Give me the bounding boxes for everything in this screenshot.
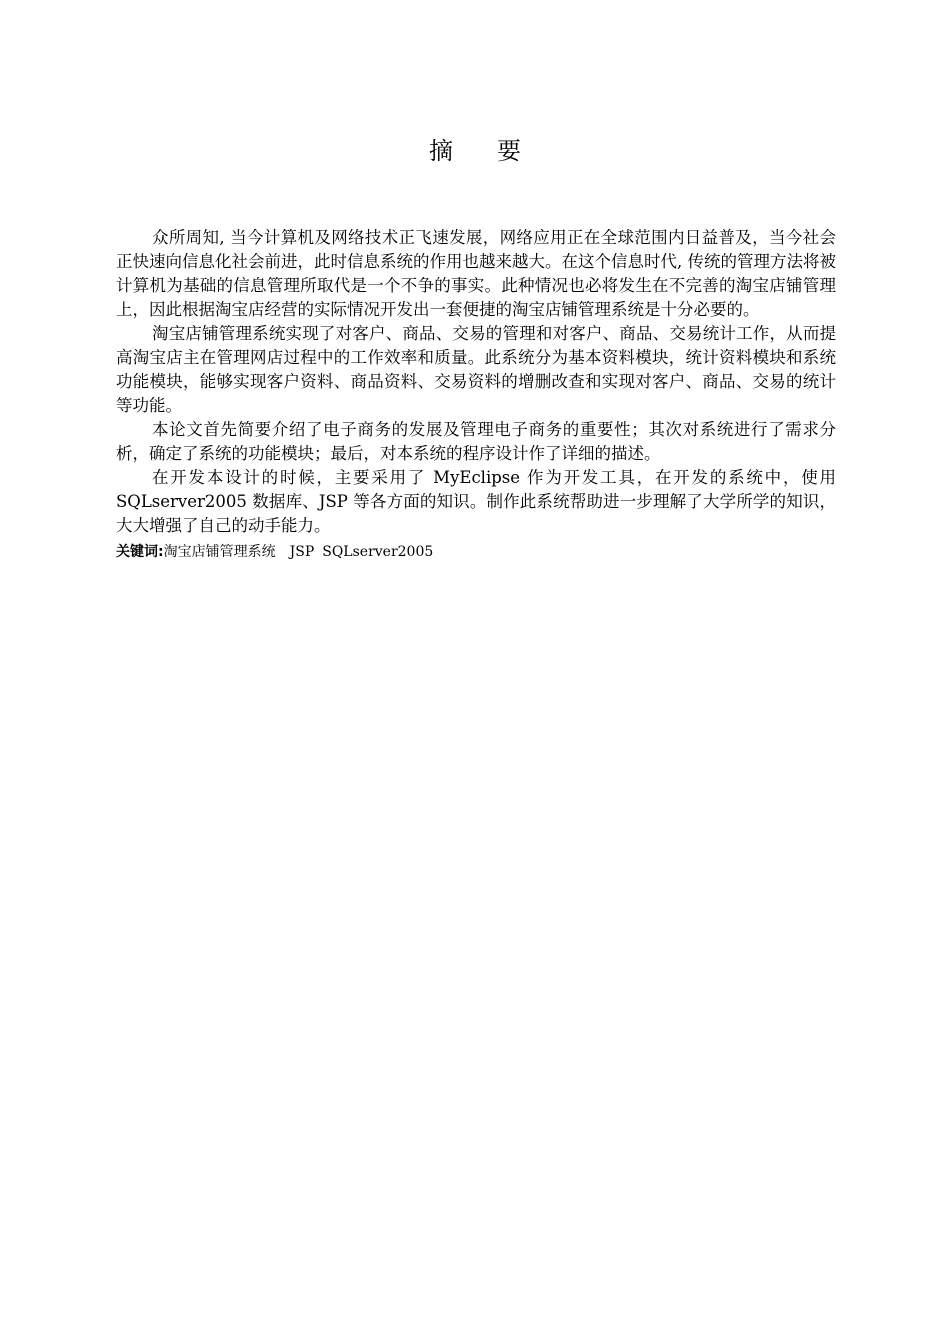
keyword-1: 淘宝店铺管理系统	[163, 544, 276, 560]
abstract-paragraph-1: 众所周知, 当今计算机及网络技术正飞速发展，网络应用正在全球范围内日益普及，当今社会正快速向信息化社会前进，此时信息系统的作用也越来越大。在这个信息时代, 传统的管理方法将被计算机为基础的信息管理所取代是一个不争的事实。此种情况也必将发生在不完善的淘宝店铺管理上，因此根据淘宝店经营的实际情况开发出一套便捷的淘宝店铺管理系统是十分必要的。	[116, 228, 836, 319]
title-char-1: 摘	[429, 137, 453, 165]
keyword-3: SQLserver2005	[322, 544, 434, 560]
abstract-paragraph-2: 淘宝店铺管理系统实现了对客户、商品、交易的管理和对客户、商品、交易统计工作，从而提高淘宝店主在管理网店过程中的工作效率和质量。此系统分为基本资料模块，统计资料模块和系统功能模块，能够实现客户资料、商品资料、交易资料的增删改查和实现对客户、商品、交易的统计等功能。	[116, 324, 836, 415]
abstract-paragraph-4: 在开发本设计的时候，主要采用了 MyEclipse 作为开发工具，在开发的系统中，使用 SQLserver2005 数据库、JSP 等各方面的知识。制作此系统帮助进一步理解了大学所学的知识，大大增强了自己的动手能力。	[116, 468, 836, 535]
keyword-2: JSP	[289, 544, 315, 560]
abstract-body	[116, 226, 836, 564]
keywords-line	[116, 540, 836, 564]
abstract-paragraph-3: 本论文首先简要介绍了电子商务的发展及管理电子商务的重要性；其次对系统进行了需求分析，确定了系统的功能模块；最后，对本系统的程序设计作了详细的描述。	[116, 420, 836, 463]
keywords-label: 关键词:	[116, 544, 164, 560]
abstract-title	[0, 134, 950, 168]
title-char-2: 要	[497, 137, 521, 165]
